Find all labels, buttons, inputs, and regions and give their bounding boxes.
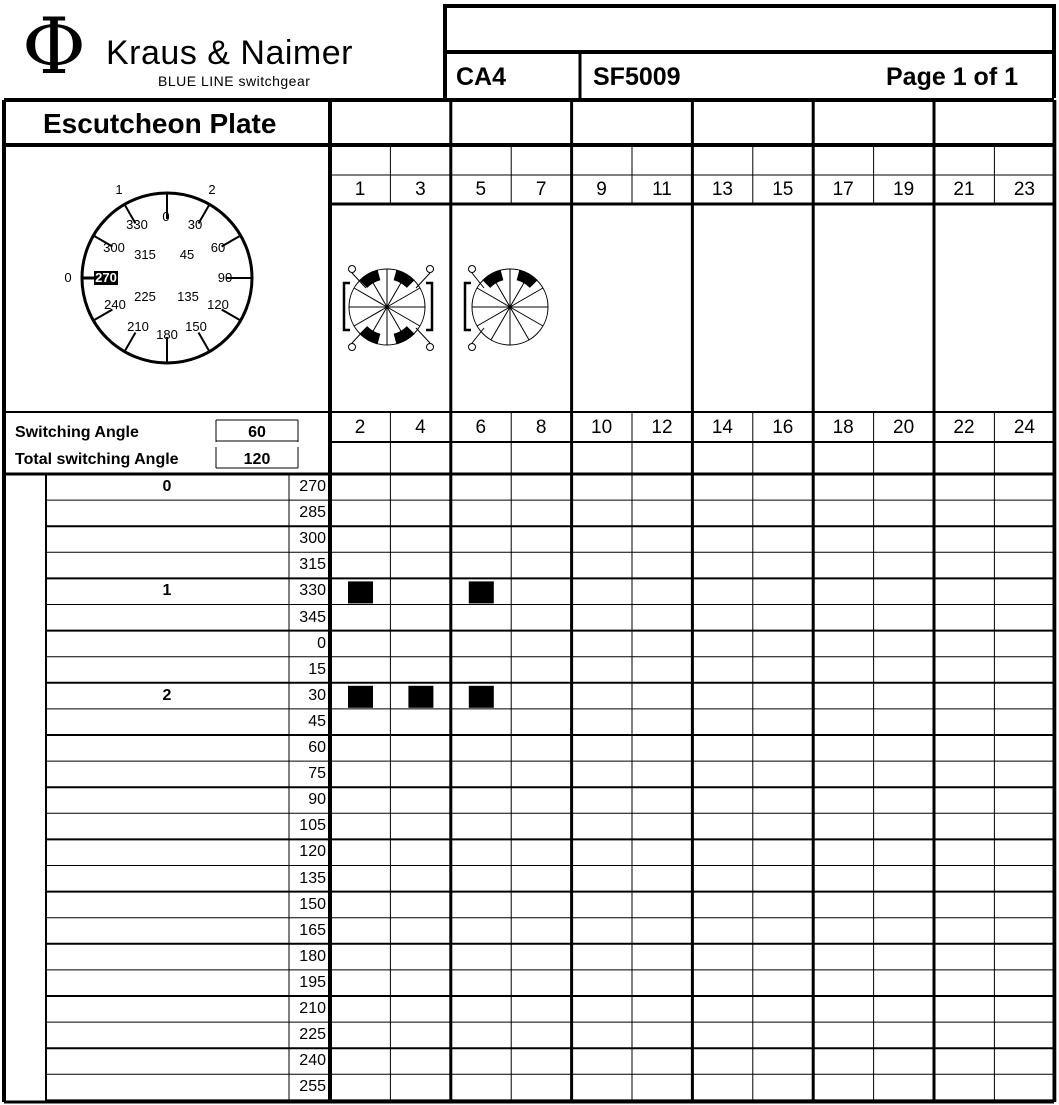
row-angle: 60 xyxy=(308,739,326,756)
dial-angle-label: 0 xyxy=(162,209,170,224)
terminal-label-top: 21 xyxy=(953,179,975,200)
row-angle: 30 xyxy=(308,686,326,704)
terminal-label-bottom: 10 xyxy=(591,417,613,438)
dial-angle-label: 240 xyxy=(104,297,126,312)
row-angle: 225 xyxy=(299,1026,326,1044)
row-angle: 255 xyxy=(299,1078,326,1096)
row-position: 2 xyxy=(162,686,172,704)
brand-name: Kraus & Naimer xyxy=(106,34,353,72)
dial-angle-label: 60 xyxy=(210,240,226,255)
contact-closed-mark xyxy=(469,686,494,708)
terminal-label-top: 23 xyxy=(1013,179,1035,200)
dial-angle-label: 225 xyxy=(134,289,156,304)
terminal-label-bottom: 20 xyxy=(893,417,915,438)
brand-tagline: BLUE LINE switchgear xyxy=(158,73,311,89)
terminal-label-top: 5 xyxy=(475,179,487,200)
row-angle: 150 xyxy=(299,895,326,913)
switching-angle-value: 60 xyxy=(248,424,266,441)
switching-angle-label: Switching Angle xyxy=(15,424,139,441)
row-angle: 90 xyxy=(308,791,326,809)
part-number: SF5009 xyxy=(593,63,681,91)
dial-angle-label: 180 xyxy=(156,327,178,342)
row-angle: 300 xyxy=(299,530,326,548)
total-switching-angle-value: 120 xyxy=(243,451,271,468)
terminal-label-top: 11 xyxy=(652,179,672,200)
dial-position-label: 2 xyxy=(208,182,216,197)
dial-angle-label: 90 xyxy=(217,270,233,285)
terminal-label-bottom: 12 xyxy=(651,417,673,438)
dial-angle-label: 270 xyxy=(95,270,117,285)
brand-logo-symbol: Φ xyxy=(22,2,86,92)
row-angle: 345 xyxy=(299,608,326,626)
row-angle: 210 xyxy=(299,1000,326,1017)
terminal-label-bottom: 18 xyxy=(832,417,854,438)
dial-angle-label: 30 xyxy=(187,217,203,232)
terminal-label-bottom: 22 xyxy=(953,417,975,438)
dial-angle-label: 135 xyxy=(177,289,199,304)
terminal-label-top: 13 xyxy=(711,179,733,200)
terminal-label-bottom: 16 xyxy=(772,417,794,438)
terminal-label-top: 9 xyxy=(596,179,607,200)
terminal-label-bottom: 14 xyxy=(711,417,733,438)
total-switching-angle-label: Total switching Angle xyxy=(15,451,179,468)
row-position: 0 xyxy=(162,478,172,495)
dial-angle-label: 330 xyxy=(126,217,148,232)
terminal-label-bottom: 8 xyxy=(535,417,547,438)
terminal-label-bottom: 4 xyxy=(415,417,426,438)
dial-angle-label: 120 xyxy=(207,297,229,312)
page-title: Escutcheon Plate xyxy=(43,108,277,139)
row-angle: 240 xyxy=(299,1052,326,1070)
dial-angle-label: 300 xyxy=(103,240,125,255)
dial-angle-label: 210 xyxy=(127,319,149,334)
row-angle: 285 xyxy=(299,504,326,522)
row-angle: 270 xyxy=(299,478,326,495)
series-code: CA4 xyxy=(456,63,507,91)
terminal-label-top: 1 xyxy=(354,179,366,200)
terminal-label-bottom: 2 xyxy=(354,417,366,438)
contact-closed-mark xyxy=(408,686,433,708)
contact-closed-mark xyxy=(348,686,373,708)
row-position: 1 xyxy=(162,582,172,600)
dial-angle-label: 150 xyxy=(185,319,207,334)
terminal-label-top: 3 xyxy=(415,179,426,200)
contact-diagram xyxy=(344,266,548,351)
row-angle: 75 xyxy=(308,765,326,783)
terminal-label-bottom: 6 xyxy=(475,417,487,438)
row-angle: 105 xyxy=(299,817,326,835)
row-angle: 165 xyxy=(299,921,326,939)
dial-angle-label: 45 xyxy=(179,247,195,262)
terminal-label-top: 19 xyxy=(893,179,915,200)
row-angle: 45 xyxy=(308,712,326,730)
dial-position-label: 0 xyxy=(64,270,72,285)
row-angle: 180 xyxy=(299,947,326,965)
contact-closed-mark xyxy=(469,581,494,603)
contact-closed-mark xyxy=(348,581,373,603)
page-indicator: Page 1 of 1 xyxy=(886,63,1018,91)
row-angle: 15 xyxy=(308,660,326,678)
row-angle: 0 xyxy=(317,634,326,652)
terminal-label-top: 15 xyxy=(772,179,794,200)
row-angle: 315 xyxy=(299,556,326,574)
row-angle: 120 xyxy=(299,843,326,861)
dial-position-label: 1 xyxy=(115,182,123,197)
terminal-label-top: 17 xyxy=(832,179,854,200)
dial-angle-label: 315 xyxy=(134,247,156,262)
row-angle: 330 xyxy=(299,582,326,600)
terminal-label-top: 7 xyxy=(535,179,547,200)
row-angle: 135 xyxy=(299,869,326,887)
escutcheon-dial xyxy=(64,182,252,363)
terminal-label-bottom: 24 xyxy=(1013,417,1035,438)
row-angle: 195 xyxy=(299,973,326,991)
